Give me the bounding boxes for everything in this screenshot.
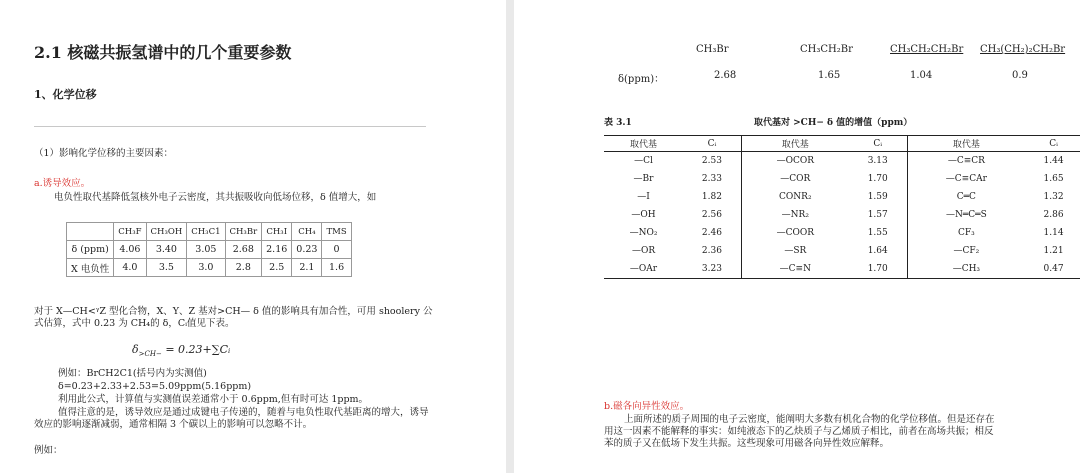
page-title: 2.1 核磁共振氢谱中的几个重要参数 — [34, 43, 292, 62]
table-header-cell: CH₃OH — [146, 223, 187, 241]
table-cell: 1.70 — [867, 174, 888, 184]
table-header-cell: 取代基 — [907, 136, 1025, 152]
example-line: 例如：BrCH2C1(括号内为实测值) — [58, 368, 207, 379]
subsection-heading: （1）影响化学位移的主要因素： — [34, 148, 174, 159]
table-cell: 1.6 — [322, 259, 351, 277]
table-cell: —CF₂ — [907, 242, 1025, 260]
table-cell: —C≡CAr — [907, 170, 1025, 188]
table-row — [67, 241, 352, 259]
table-title: 取代基对 >CH− δ 值的增值（ppm） — [754, 118, 913, 128]
table-cell: 2.56 — [701, 210, 722, 220]
table-header-cell: CH₃I — [262, 223, 292, 241]
table-cell: CF₃ — [907, 224, 1025, 242]
table-label: 表 3.1 — [604, 118, 632, 128]
table-row — [604, 188, 1080, 206]
delta-label: δ(ppm)： — [618, 74, 665, 85]
table-cell: 2.33 — [701, 174, 722, 184]
table-cell: —OH — [631, 210, 656, 220]
table-cell: 3.0 — [187, 259, 225, 277]
table-cell: —COR — [741, 170, 849, 188]
delta-value: 0.9 — [1012, 70, 1028, 81]
table-cell: 1.70 — [849, 260, 907, 279]
table-header-cell: TMS — [322, 223, 351, 241]
table-cell: 4.06 — [114, 241, 146, 259]
table-cell: 0 — [322, 241, 351, 259]
table-cell: 1.21 — [1043, 246, 1064, 256]
example-line: 例如： — [34, 445, 63, 456]
induction-text: 电负性取代基降低氢核外电子云密度，其共振吸收向低场位移，δ 值增大，如 — [54, 192, 377, 203]
table-cell: 1.64 — [867, 246, 888, 256]
table-cell: 1.65 — [1043, 174, 1064, 184]
section-heading: 1、化学位移 — [34, 88, 97, 101]
anisotropy-title: b.磁各向异性效应。 — [604, 401, 690, 412]
table-header-cell: Cᵢ — [849, 136, 907, 152]
compound: CH₃CH₂CH₂Br — [890, 44, 964, 55]
table-header-cell: 取代基 — [604, 136, 683, 152]
table-header-cell: 取代基 — [741, 136, 849, 152]
table-cell: —N═C═S — [907, 206, 1025, 224]
table-cell: CONR₂ — [741, 188, 849, 206]
table-cell: 2.68 — [225, 241, 262, 259]
delta-value: 2.68 — [714, 70, 737, 81]
table-cell: —SR — [741, 242, 849, 260]
table-row — [604, 152, 1080, 171]
divider — [34, 126, 426, 127]
example-line: δ=0.23+2.33+2.53=5.09ppm(5.16ppm) — [58, 381, 252, 392]
table-cell: —I — [637, 192, 650, 202]
table-cell: 0.23 — [292, 241, 322, 259]
table-cell: 1.55 — [867, 228, 888, 238]
example-line: 利用此公式，计算值与实测值误差通常小于 0.6ppm,但有时可达 1ppm。 — [58, 394, 369, 405]
table-cell: 1.44 — [1043, 156, 1064, 166]
table-cell: 3.13 — [867, 156, 888, 166]
table-header-cell: CH₄ — [292, 223, 322, 241]
induction-title: a.诱导效应。 — [34, 178, 91, 189]
compound: CH₃Br — [696, 44, 729, 55]
table-row — [604, 170, 1080, 188]
substituent-table — [604, 135, 1080, 279]
table-cell: 3.40 — [146, 241, 187, 259]
compound: CH₃CH₂Br — [800, 44, 853, 55]
table-cell: 2.16 — [262, 241, 292, 259]
table-cell: —C≡CR — [907, 152, 1025, 171]
table-cell: 4.0 — [114, 259, 146, 277]
table-cell: —CH₃ — [907, 260, 1025, 279]
table-cell: 2.1 — [292, 259, 322, 277]
table-header-row — [604, 136, 1080, 152]
right-page — [514, 0, 1080, 473]
table-header-cell: CH₃F — [114, 223, 146, 241]
table-cell: —OCOR — [741, 152, 849, 171]
electronegativity-table — [66, 222, 352, 277]
table-cell: 1.14 — [1043, 228, 1064, 238]
table-header-cell: Cᵢ — [683, 136, 741, 152]
table-header-cell — [67, 223, 114, 241]
table-cell: 3.23 — [683, 260, 741, 279]
table-row — [604, 206, 1080, 224]
table-cell: 3.05 — [187, 241, 225, 259]
table-cell: X 电负性 — [67, 259, 114, 277]
table-cell: 1.82 — [701, 192, 722, 202]
table-cell: —NR₂ — [741, 206, 849, 224]
table-cell: 2.5 — [262, 259, 292, 277]
delta-value: 1.65 — [818, 70, 841, 81]
table-cell: —COOR — [741, 224, 849, 242]
table-cell: δ (ppm) — [67, 241, 114, 259]
table-cell: 0.47 — [1025, 260, 1080, 279]
table-cell: —Cl — [634, 156, 653, 166]
anisotropy-text: 上面所述的质子周围的电子云密度，能阐明大多数有机化合物的化学位移值。但是还存在用这一因素不能解释的事实：如纯液态下的乙炔质子与乙烯质子相比，前者在高场共振；相反苯的质子又在低场下发生共振。这些现象可用磁各向异性效应解释。 — [604, 414, 995, 449]
table-cell: 2.53 — [701, 156, 722, 166]
table-row — [67, 223, 352, 241]
table-cell: C═C — [907, 188, 1025, 206]
left-page — [0, 0, 506, 473]
table-cell: —NO₂ — [629, 228, 658, 238]
table-cell: —OAr — [604, 260, 683, 279]
compound: CH₃(CH₂)₂CH₂Br — [980, 44, 1066, 55]
table-cell: —OR — [631, 246, 656, 256]
table-cell: 1.59 — [867, 192, 888, 202]
table-cell: 2.86 — [1043, 210, 1064, 220]
table-cell: 2.36 — [701, 246, 722, 256]
table-header-cell: CH₃Br — [225, 223, 262, 241]
table-row — [604, 224, 1080, 242]
delta-value: 1.04 — [910, 70, 933, 81]
table-row — [604, 242, 1080, 260]
example-line: 值得注意的是，诱导效应是通过成键电子传递的，随着与电负性取代基距离的增大，诱导效应的影响逐渐减弱，通常相隔 3 个碳以上的影响可以忽略不计。 — [34, 407, 429, 430]
table-cell: 2.8 — [225, 259, 262, 277]
table-header-cell: CH₃C1 — [187, 223, 225, 241]
table-row — [604, 260, 1080, 279]
table-cell: 1.32 — [1043, 192, 1064, 202]
table-cell: —Br — [633, 174, 654, 184]
table-row — [67, 259, 352, 277]
shoolery-formula: $\delta_{>CH-}$ = 0.23+∑Cᵢ — [132, 343, 231, 359]
table-cell: 2.46 — [701, 228, 722, 238]
table-header-cell: Cᵢ — [1025, 136, 1080, 152]
table-cell: 1.57 — [867, 210, 888, 220]
table-cell: —C≡N — [741, 260, 849, 279]
table-cell: 3.5 — [146, 259, 187, 277]
additivity-text: 对于 X—CH<ᵞZ 型化合物，X、Y、Z 基对>CH— δ 值的影响具有加合性，可用 shoolery 公式估算，式中 0.23 为 CH₄的 δ，Cᵢ值见下表。 — [34, 306, 433, 329]
